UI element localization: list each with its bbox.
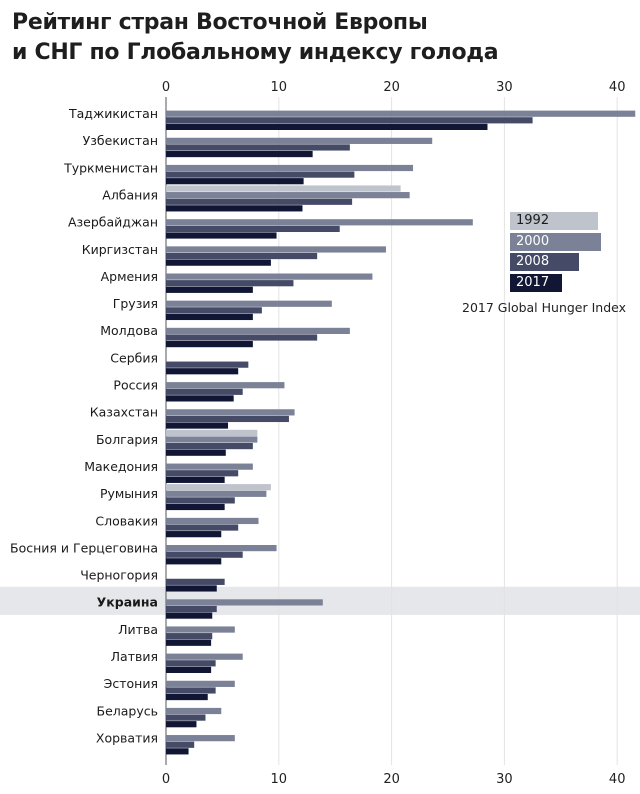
bar-2017 [166, 124, 487, 130]
bottom-tick-label: 30 [496, 772, 513, 787]
bar-2000 [166, 301, 332, 307]
bar-2000 [166, 654, 243, 660]
bar-1992 [166, 484, 271, 490]
bar-2008 [166, 633, 212, 639]
bar-2008 [166, 443, 253, 449]
legend-item-2000: 2000 [510, 233, 601, 251]
bar-2008 [166, 552, 243, 558]
category-label: Киргизстан [81, 241, 158, 257]
bar-2017 [166, 477, 225, 483]
top-tick-label: 40 [608, 80, 626, 95]
bar-2017 [166, 504, 225, 510]
bar-2008 [166, 253, 317, 259]
category-label: Беларусь [96, 703, 158, 719]
category-label: Румыния [99, 486, 158, 502]
bar-2000 [166, 545, 277, 551]
bottom-tick-label: 20 [383, 772, 400, 787]
chart-title-line2: и СНГ по Глобальному индексу голода [12, 40, 499, 65]
bar-2017 [166, 368, 238, 374]
category-label: Словакия [95, 513, 158, 529]
top-tick-label: 30 [496, 80, 513, 95]
bar-2017 [166, 151, 313, 157]
category-label: Узбекистан [82, 133, 158, 149]
bottom-tick-label: 10 [270, 772, 288, 787]
category-label: Украина [96, 594, 158, 610]
bar-2000 [166, 219, 473, 225]
top-tick-label: 0 [161, 80, 171, 95]
category-label: Молдова [100, 323, 158, 339]
bar-2017 [166, 667, 211, 673]
bar-2017 [166, 748, 189, 754]
bar-2017 [166, 422, 228, 428]
bar-2017 [166, 260, 271, 266]
bar-2017 [166, 395, 234, 401]
bar-2008 [166, 144, 350, 150]
bar-2000 [166, 138, 432, 144]
bar-2008 [166, 280, 293, 286]
bar-2000 [166, 111, 635, 117]
bar-2017 [166, 314, 253, 320]
bar-2017 [166, 558, 221, 564]
bar-2008 [166, 172, 354, 178]
bar-2017 [166, 694, 208, 700]
bar-2017 [166, 721, 196, 727]
category-label: Казахстан [89, 404, 158, 420]
bar-2017 [166, 287, 253, 293]
category-label: Босния и Герцеговина [10, 540, 158, 556]
bar-2008 [166, 416, 289, 422]
bar-1992 [166, 185, 401, 191]
bar-2008 [166, 742, 194, 748]
bar-2008 [166, 389, 243, 395]
category-label: Грузия [112, 296, 158, 312]
bar-2008 [166, 715, 205, 721]
bar-2000 [166, 735, 235, 741]
legend-item-1992: 1992 [510, 212, 598, 230]
bar-2017 [166, 613, 212, 619]
bar-2000 [166, 681, 235, 687]
category-label: Македония [84, 458, 158, 474]
category-label: Туркменистан [64, 160, 158, 176]
category-label: Армения [100, 268, 158, 284]
bar-2008 [166, 226, 340, 232]
bar-2000 [166, 464, 253, 470]
bar-2000 [166, 328, 350, 334]
bar-2017 [166, 205, 302, 211]
bar-2000 [166, 436, 257, 442]
bar-2008 [166, 117, 533, 123]
category-label: Россия [113, 377, 158, 393]
legend-item-2017: 2017 [510, 274, 562, 292]
bar-2008 [166, 579, 225, 585]
bar-2000 [166, 626, 235, 632]
bar-2000 [166, 382, 284, 388]
bar-2008 [166, 524, 238, 530]
bar-2017 [166, 640, 211, 646]
category-label: Хорватия [95, 730, 158, 746]
bar-2017 [166, 450, 226, 456]
chart-title-line1: Рейтинг стран Восточной Европы [12, 10, 428, 35]
bar-2008 [166, 334, 317, 340]
category-label: Черногория [80, 567, 158, 583]
bar-2000 [166, 518, 258, 524]
category-label: Албания [102, 187, 158, 203]
category-label: Азербайджан [67, 214, 158, 230]
bar-2017 [166, 585, 217, 591]
category-label: Литва [118, 621, 158, 637]
top-tick-label: 10 [270, 80, 288, 95]
bar-2017 [166, 232, 277, 238]
bar-2000 [166, 274, 372, 280]
bar-2000 [166, 246, 386, 252]
bar-2000 [166, 192, 410, 198]
category-label: Таджикистан [69, 106, 158, 121]
bar-2008 [166, 470, 238, 476]
bar-2008 [166, 362, 248, 368]
bar-2008 [166, 660, 216, 666]
bar-2000 [166, 491, 266, 497]
bar-2000 [166, 708, 221, 714]
bar-2000 [166, 409, 295, 415]
bar-2008 [166, 199, 352, 205]
category-label: Эстония [103, 676, 158, 692]
bar-2017 [166, 341, 253, 347]
bar-2008 [166, 606, 217, 612]
bar-2017 [166, 531, 221, 537]
bottom-tick-label: 0 [161, 772, 171, 787]
bar-2017 [166, 178, 304, 184]
bar-2008 [166, 497, 235, 503]
bar-2000 [166, 599, 323, 605]
category-label: Сербия [110, 350, 158, 366]
legend-item-2008: 2008 [510, 253, 579, 271]
bottom-tick-label: 40 [608, 772, 626, 787]
bar-2008 [166, 307, 262, 313]
category-label: Латвия [110, 649, 158, 664]
legend-caption: 2017 Global Hunger Index [462, 300, 627, 315]
bar-2008 [166, 687, 216, 693]
top-tick-label: 20 [383, 80, 400, 95]
bar-1992 [166, 430, 257, 436]
category-label: Болгария [95, 431, 158, 447]
bar-2000 [166, 165, 413, 171]
